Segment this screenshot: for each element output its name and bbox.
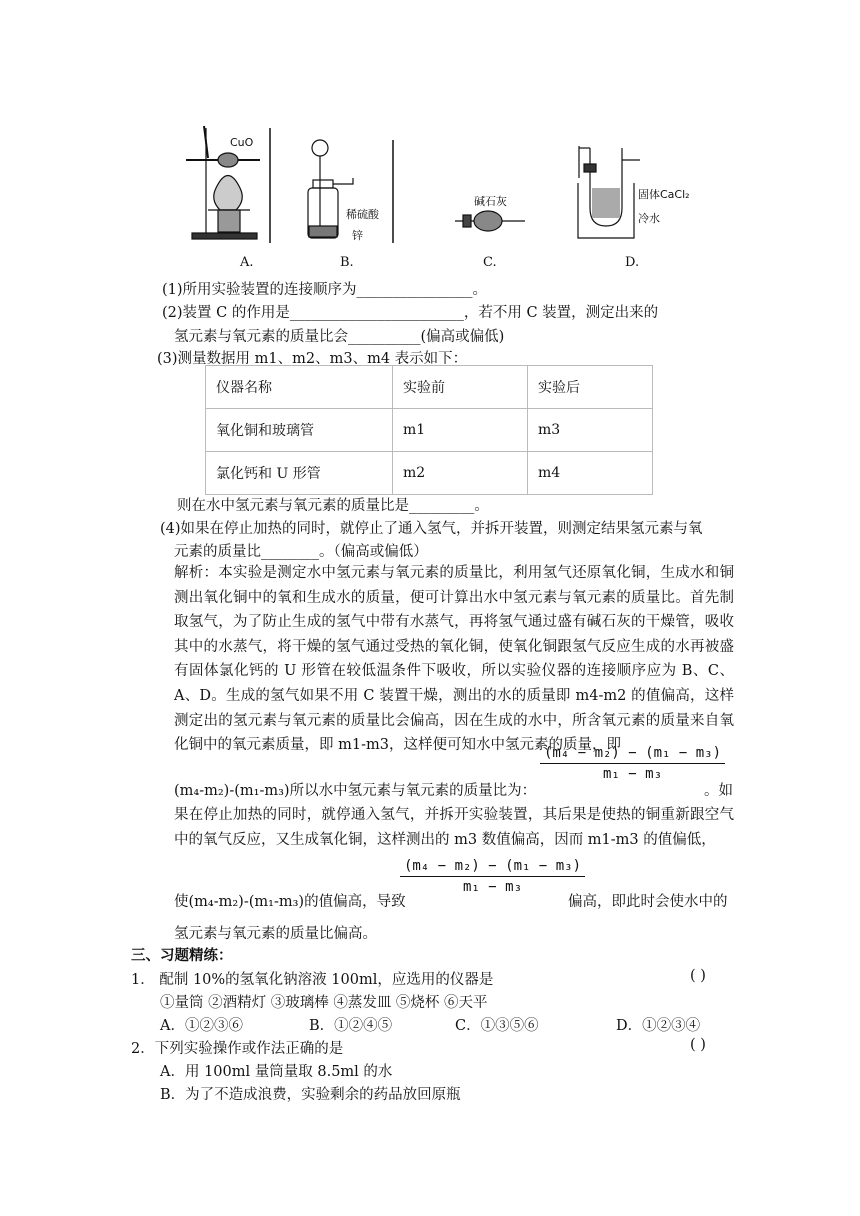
exercise-1-option-a: A．①②③⑥ [160,1018,243,1034]
analysis-line-3a: 使(m₄-m₂)-(m₁-m₃)的值偏高，导致 [174,894,406,910]
exercise-1-answer-paren: ( ) [690,968,706,984]
question-3: (3)测量数据用 m1、m2、m3、m4 表示如下： [157,351,468,367]
question-3-answer: 则在水中氢元素与氧元素的质量比是_________。 [177,498,489,514]
exercise-2-answer-paren: ( ) [690,1037,706,1053]
table-cell: 氧化铜和玻璃管 [206,409,393,452]
exercise-1-stem: 1． 配制 10%的氢氧化钠溶液 100ml，应选用的仪器是 [131,972,494,988]
analysis-paragraph-2: 果在停止加热的同时，就停通入氢气，并拆开实验装置，其后果是使热的铜重新跟空气中的氧气反应，又生成氧化铜，这样测出的 m3 数值偏高，因而 m1-m3 的值偏低， [174,807,734,848]
analysis-line-3c: 氢元素与氧元素的质量比偏高。 [174,926,377,942]
table-row [206,452,653,495]
question-2-line-2: 氢元素与氧元素的质量比会__________(偏高或偏低) [174,329,505,345]
figure-label-a: A. [240,255,254,270]
apparatus-c-drawing [455,211,525,231]
fraction-denominator: m₁ − m₃ [463,879,523,895]
fraction-numerator: (m₄ − m₂) − (m₁ − m₃) [400,858,585,877]
apparatus-d-drawing [578,146,640,238]
analysis-line-3b: 偏高，即此时会使水中的 [568,894,728,910]
table-cell: m4 [528,452,653,495]
analysis-ratio-line: (m₄-m₂)-(m₁-m₃)所以水中氢元素与氧元素的质量比为： [174,783,537,799]
figure-label-c: C. [483,255,497,270]
apparatus-b-drawing [308,140,353,238]
cuo-annotation: CuO [230,136,254,149]
exercise-2-option-b: B．为了不造成浪费，实验剩余的药品放回原瓶 [160,1087,461,1103]
question-4-line-1: (4)如果在停止加热的同时，就停止了通入氢气，并拆开装置，则测定结果氢元素与氧 [160,521,703,537]
zinc-annotation: 锌 [352,229,363,242]
apparatus-figure [180,118,740,253]
question-2-line-1: (2)装置 C 的作用是________________________，若不用 C 装置，测定出来的 [162,305,659,321]
analysis-paragraph: 解析：本实验是测定水中氢元素与氧元素的质量比，利用氢气还原氧化铜，生成水和铜测出氧化铜中的氧和生成水的质量，便可计算出水中氢元素与氧元素的质量比。首先制取氢气，为了防止生成的氢气中带有水蒸气，再将氢气通过盛有碱石灰的干燥管，吸收其中的水蒸气，将干燥的氢气通过受热的氧化铜，使氧化铜跟氢气反应生成的水再被盛有固体氯化钙的 U 形管在较低温条件下吸收，所以实验仪器的连接顺序应为 B、C、A、D。生成的氢气如果不用 C 装置干燥，测出的水的质量即 m4-m2 的值偏高，这样测定出的氢元素与氧元素的质量比会偏高，因在生成的水中，所含氧元素的质量来自氧化铜中的氧元素质量，即 m1-m3，这样便可知水中氢元素的质量，即 [174,565,734,754]
table-header-cell: 仪器名称 [206,366,393,409]
figure-label-b: B. [340,255,354,270]
table-header-row [206,366,653,409]
ratio-fraction-2 [400,858,585,895]
fraction-numerator: (m₄ − m₂) − (m₁ − m₃) [540,745,725,764]
table-header-cell: 实验前 [393,366,528,409]
table-cell: m1 [393,409,528,452]
cacl2-annotation: 固体CaCl₂ [638,188,690,201]
cold-water-annotation: 冷水 [638,212,660,225]
analysis-ratio-end: 。如 [704,783,733,799]
question-1: (1)所用实验装置的连接顺序为________________。 [162,282,488,298]
dilute-acid-annotation: 稀硫酸 [346,208,379,221]
table-cell: m2 [393,452,528,495]
section-title: 三、习题精练： [131,947,233,964]
table-cell: m3 [528,409,653,452]
table-row [206,409,653,452]
exercise-2-option-a: A．用 100ml 量筒量取 8.5ml 的水 [160,1064,393,1080]
table-cell: 氯化钙和 U 形管 [206,452,393,495]
exercise-1-items: ①量筒 ②酒精灯 ③玻璃棒 ④蒸发皿 ⑤烧杯 ⑥天平 [160,995,488,1011]
question-4-line-2: 元素的质量比________。（偏高或偏低） [174,544,428,560]
figure-label-d: D. [625,255,640,270]
exercise-1-option-d: D．①②③④ [616,1018,701,1034]
ratio-fraction-1 [540,745,725,782]
exercise-1-option-c: C．①③⑤⑥ [455,1018,539,1034]
exercise-1-option-b: B．①②④⑤ [309,1018,393,1034]
exercise-2-stem: 2．下列实验操作或作法正确的是 [131,1041,344,1057]
soda-lime-annotation: 碱石灰 [474,195,507,208]
measurement-table [205,365,653,495]
table-header-cell: 实验后 [528,366,653,409]
fraction-denominator: m₁ − m₃ [603,766,663,782]
